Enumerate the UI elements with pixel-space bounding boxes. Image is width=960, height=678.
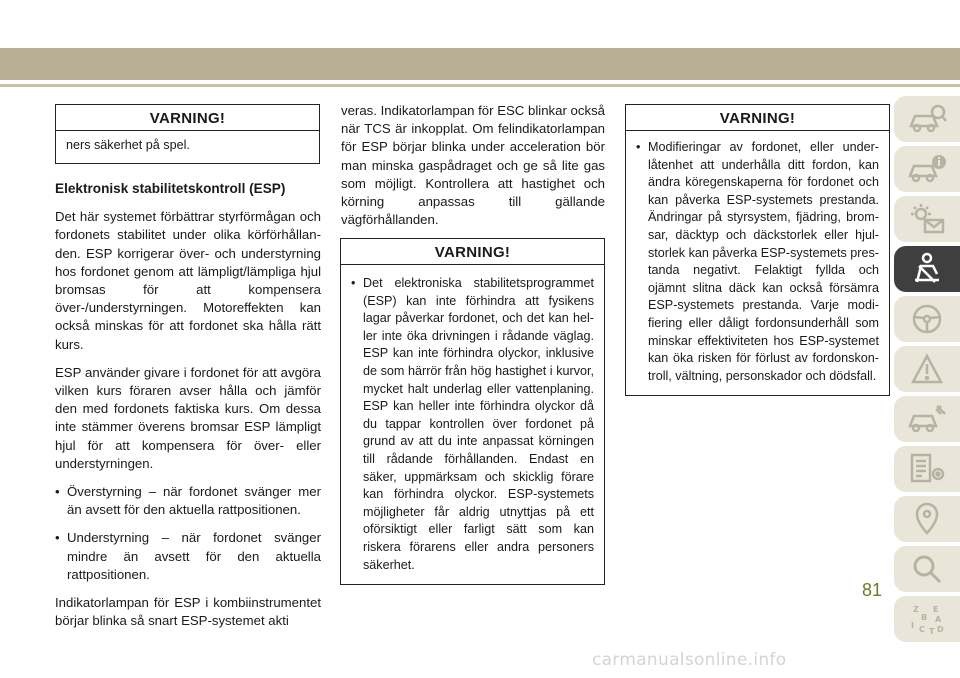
header-underline: [0, 84, 960, 87]
warning-title: VARNING!: [626, 105, 889, 131]
alphabet-index-icon: [907, 602, 947, 636]
tab-steering[interactable]: [894, 296, 960, 342]
list-item: [636, 139, 879, 385]
car-search-icon: [907, 102, 947, 136]
svg-text:Z: Z: [913, 605, 919, 614]
list-item: [351, 275, 594, 574]
bullet-icon: •: [55, 484, 60, 500]
search-icon: [907, 552, 947, 586]
tab-customer-assistance[interactable]: [894, 546, 960, 592]
warning-box-modifications: [625, 104, 890, 396]
warning-title: VARNING!: [341, 239, 604, 265]
column-middle: [341, 102, 605, 239]
car-info-icon: [907, 152, 947, 186]
tab-specifications[interactable]: [894, 446, 960, 492]
warning-text: Det elektroniska stabilitetsprogrammet (ESP) kan inte förhindra att fysikens lagar påverkar fordonet, och det kan heller inte öka drivningen i rådande väglag. ESP kan inte förhindra olyckor, inklusive de som härrör från hög hastighet i kurvor, mycket halt underlag eller vattenplaning. ESP kan heller inte förhindra olyckor då du tappar kontrollen över fordonet på grund av att du inte anpassat körningen till rådande förhållanden. Endast en säker, uppmärksam och skicklig förare kan förhindra olyckor. ESP-systemets möjligheter får aldrig utnyttjas på ett oförsiktigt eller farligt sätt som kan riskera förarens eller andra personers säkerhet.: [363, 276, 594, 572]
list-item: • Understyrning – när fordonet svänger mindre än avsett för den aktuella rattpositionen.: [55, 529, 321, 584]
tab-car-search[interactable]: [894, 96, 960, 142]
tab-index[interactable]: [894, 596, 960, 642]
page-number: 81: [862, 580, 883, 600]
warning-text: ners säkerhet på spel.: [66, 138, 190, 152]
list-item: • Överstyrning – när fordonet svänger mer än avsett för den aktuella rattpositionen.: [55, 483, 321, 519]
svg-text:T: T: [929, 627, 935, 636]
warning-lights-icon: [907, 202, 947, 236]
svg-text:E: E: [933, 605, 939, 614]
warning-box-continued: [55, 104, 320, 164]
svg-text:I: I: [911, 621, 914, 630]
steering-wheel-icon: [907, 302, 947, 336]
paragraph: Indikatorlampan för ESP i kombiinstrumentet börjar blinka så snart ESP-systemet akti: [55, 595, 321, 629]
section-heading: Elektronisk stabilitetskontroll (ESP): [55, 181, 286, 196]
map-pin-icon: [907, 502, 947, 536]
chapter-tabs: [894, 96, 960, 646]
paragraph: Det här systemet förbättrar styrförmågan och fordonets stabilitet under olika körförhållanden. ESP korrigerar över- och understyrning hos fordonet genom att lämpligt/lämpliga hjul bromsas för att kompensera över-/understyrningen. Motoreffekten kan också minskas för att fordonet ska hålla rätt kurs.: [55, 209, 321, 352]
safety-seatbelt-icon: [907, 252, 947, 286]
paragraph: veras. Indikatorlampan för ESC blinkar också när TCS är inkopplat. Om felindikatorlampan för ESP börjar blinka under acceleration bör man minska gaspådraget och ge så lite gas som möjligt. Kontrollera att hastighet och körning anpassas till gällande vägförhållanden.: [341, 103, 605, 228]
paragraph: ESP använder givare i fordonet för att avgöra vilken kurs föraren avser hålla och jämför den med fordonets faktiska kurs. Om dessa inte stämmer överens bromsar ESP lämpligt hjul för att kompensera för över- eller understyrningen.: [55, 364, 321, 471]
bullet-icon: •: [55, 530, 60, 546]
tab-safety[interactable]: [894, 246, 960, 292]
watermark: carmanualsonline.info: [592, 650, 787, 670]
roadside-warning-icon: [907, 352, 947, 386]
tab-maintenance[interactable]: [894, 396, 960, 442]
column-left: [55, 180, 321, 640]
tab-warning-lights[interactable]: [894, 196, 960, 242]
bullet-icon: •: [636, 140, 641, 154]
warning-title: VARNING!: [56, 105, 319, 131]
tab-car-info[interactable]: [894, 146, 960, 192]
tab-roadside[interactable]: [894, 346, 960, 392]
warning-box-esp: [340, 238, 605, 585]
svg-text:D: D: [937, 625, 944, 634]
bullet-icon: •: [351, 276, 356, 290]
tab-multimedia[interactable]: [894, 496, 960, 542]
svg-text:A: A: [935, 615, 942, 624]
svg-text:C: C: [919, 625, 925, 634]
car-tools-icon: [907, 402, 947, 436]
header-band: [0, 48, 960, 80]
svg-text:B: B: [921, 613, 928, 622]
list-gears-icon: [907, 452, 947, 486]
warning-text: Modifieringar av fordonet, eller underlåtenhet att underhålla ditt fordon, kan ändra köregenskaperna för fordonet och kan påverka ESP-systemets prestanda. Ändringar på styrsystem, fjädring, bromsar, däcktyp och däckstorlek eller hjulstorlek kan påverka ESP-systemets prestanda negativt. Felaktigt fyllda och ojämnt slitna däck kan också försämra ESP-systemets prestanda. Varje modifiering eller dåligt fordonsunderhåll som minskar effektiviteten hos ESP-systemet kan öka risken för förlust av fordonskontroll, vältning, personskador och dödsfall.: [648, 140, 879, 383]
